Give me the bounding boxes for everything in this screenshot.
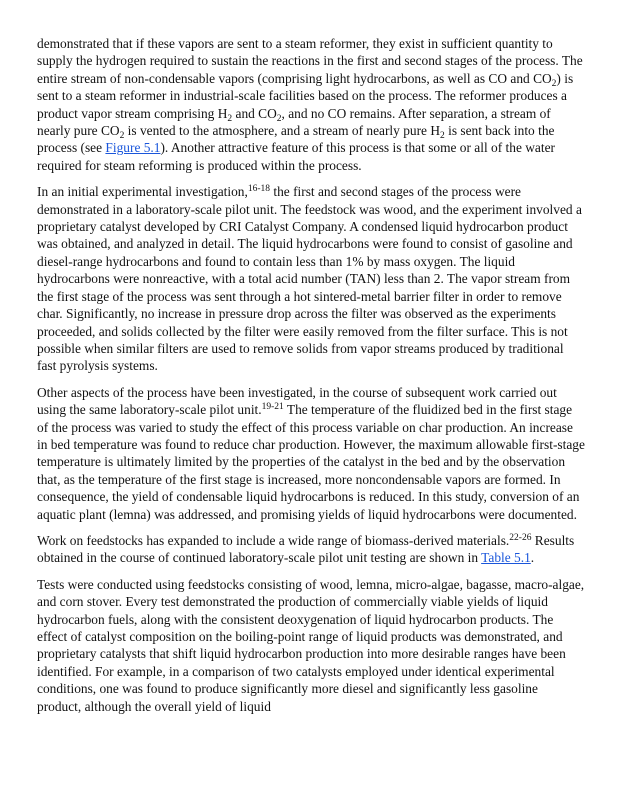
figure-5-1-link[interactable]: Figure 5.1: [105, 140, 161, 156]
subscript: 2: [276, 113, 282, 124]
paragraph-3: [37, 384, 585, 523]
subscript: 2: [227, 113, 233, 124]
subscript: 2: [119, 131, 125, 142]
paragraph-1-text: ). Another attractive feature of this process is that some or all of the water required for steam reforming is produced within the process.: [37, 140, 555, 173]
paragraph-1-text: demonstrated that if these vapors are sent to a steam reformer, they exist in sufficient quantity to supply the hydrogen required to sustain the reactions in the first and second stages of the process. The entire stream of non-condensable vapors (comprising light hydrocarbons, as well as CO and CO: [37, 36, 583, 86]
citation-superscript: 22-26: [509, 532, 532, 543]
citation-superscript: 16-18: [247, 184, 271, 195]
subscript: 2: [440, 131, 445, 142]
paragraph-2-text: the first and second stages of the process were demonstrated in a laboratory-scale pilot unit. The feedstock was wood, and the experiment involved a proprietary catalyst developed by CRI Catalyst Company. A condensed liquid hydrocarbon product was obtained, and analyzed in detail. The liquid hydrocarbons were found to consist of gasoline and diesel-range hydrocarbons and found to contain less than 1% by mass oxygen. The liquid hydrocarbons were nonreactive, with a total acid number (TAN) less than 2. The vapor stream from the first stage of the process was sent through a hot sintered-metal barrier filter in order to remove char. Significantly, no increase in pressure drop across the filter was observed as the experiments proceeded, and solids collected by the filter were easily removed from the filter surface. This is not possible when similar filters are used to remove solids from vapor streams produced by traditional fast pyrolysis systems.: [37, 184, 582, 374]
paragraph-1: [37, 35, 585, 174]
paragraph-3-text: The temperature of the fluidized bed in the first stage of the process was varied to study the effect of this process variable on char production. An increase in bed temperature was found to reduce char production. However, the maximum allowable first-stage temperature is ultimately limited by the properties of the catalyst in the bed and by the observation that, as the temperature of the first stage is increased, more noncondensable vapors are formed. In consequence, the yield of condensable liquid hydrocarbons is reduced. In this study, conversion of an aquatic plant (lemna) was addressed, and promising yields of liquid hydrocarbons were documented.: [37, 402, 585, 522]
paragraph-4-text: .: [530, 550, 535, 566]
paragraph-2-text: In an initial experimental investigation,: [37, 184, 248, 200]
paragraph-1-text: ) is sent to a steam reformer in industrial-scale facilities based on the process. The reformer produces a product vapor stream comprising H: [37, 70, 574, 121]
paragraph-5-text: Tests were conducted using feedstocks consisting of wood, lemna, micro-algae, bagasse, macro-algae, and corn stover. Every test demonstrated the production of commercially viable yields of liquid hydrocarbon fuels, along with the consistent deoxygenation of liquid hydrocarbon products. The effect of catalyst composition on the boiling-point range of liquid products was demonstrated, and proprietary catalysts that shift liquid hydrocarbon production into more desirable ranges have been identified. For example, in a comparison of two catalysts employed under identical experimental conditions, one was found to produce significantly more diesel and significantly less gasoline product, although the overall yield of liquid: [37, 576, 585, 714]
paragraph-1-text: is vented to the atmosphere, and a stream of nearly pure H: [124, 123, 440, 139]
paragraph-5: [37, 576, 585, 715]
paragraph-4: [37, 532, 585, 567]
paragraph-1-text: and CO: [232, 105, 277, 121]
paragraph-1-text: is sent back into the process (see: [37, 123, 555, 156]
paragraph-4-text: Results obtained in the course of continued laboratory-scale pilot unit testing are shown in: [37, 532, 575, 566]
paragraph-2: [37, 183, 585, 374]
subscript: 2: [551, 78, 557, 89]
paragraph-3-text: Other aspects of the process have been investigated, in the course of subsequent work carried out using the same laboratory-scale pilot unit.: [37, 384, 557, 418]
document-page: [37, 35, 585, 724]
paragraph-4-text: Work on feedstocks has expanded to include a wide range of biomass-derived materials.: [37, 532, 510, 548]
citation-superscript: 19-21: [261, 402, 284, 413]
paragraph-1-text: , and no CO remains. After separation, a stream of nearly pure CO: [37, 105, 551, 139]
table-5-1-link[interactable]: Table 5.1: [481, 550, 531, 566]
